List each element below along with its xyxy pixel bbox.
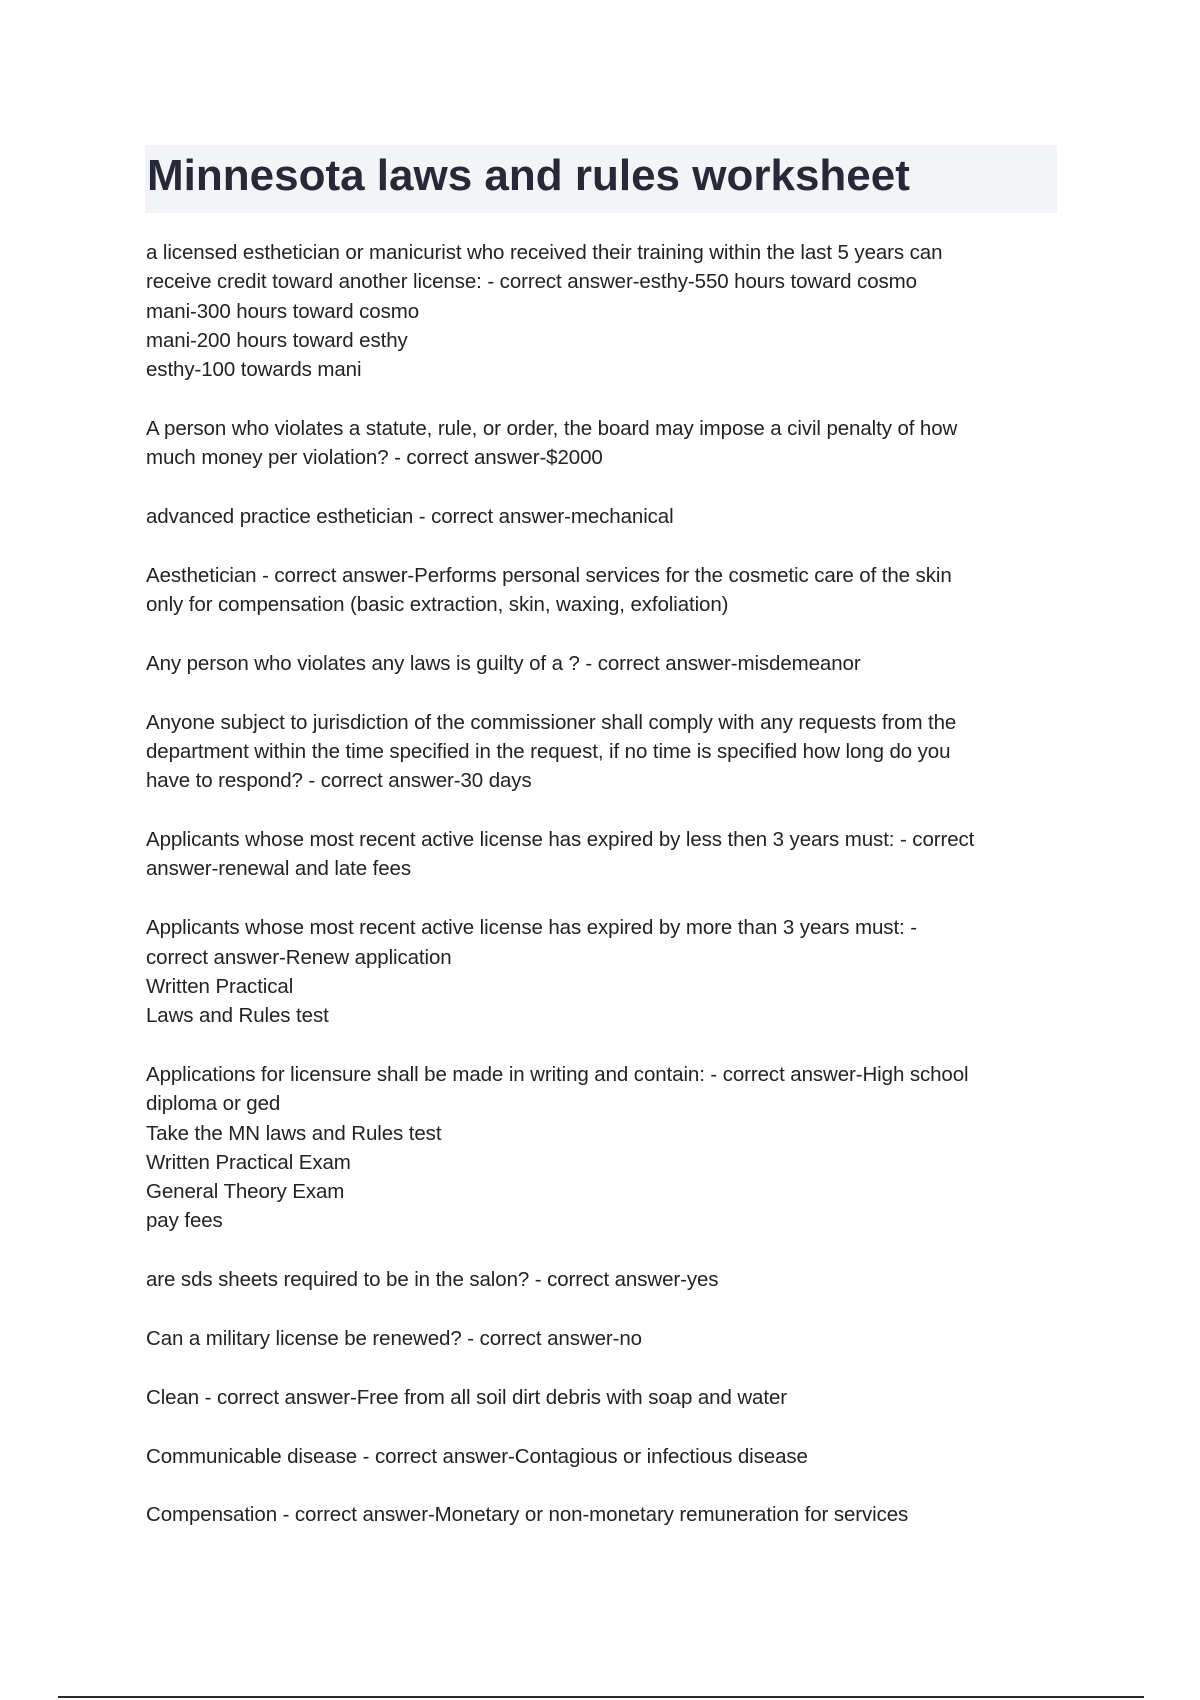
page-footer-rule <box>58 1696 1144 1698</box>
qa-entry: Applicants whose most recent active license has expired by less then 3 years must: - correct answer-renewal and late fees <box>146 828 975 881</box>
page-title: Minnesota laws and rules worksheet <box>147 151 910 200</box>
qa-entry: A person who violates a statute, rule, or order, the board may impose a civil penalty of how much money per violation? - correct answer-$2000 <box>146 416 958 470</box>
qa-entry: Anyone subject to jurisdiction of the commissioner shall comply with any requests from the department within the time specified in the request, if no time is specified how long do you have to respond? - correct answer-30 days <box>146 710 957 793</box>
worksheet-body <box>146 238 1076 1559</box>
qa-entry: Any person who violates any laws is guilty of a ? - correct answer-misdemeanor <box>146 651 861 675</box>
qa-entry: Applicants whose most recent active license has expired by more than 3 years must: - correct answer-Renew application Written Practical Laws and Rules test <box>146 916 917 1028</box>
qa-entry: advanced practice esthetician - correct answer-mechanical <box>146 505 674 529</box>
qa-entry: a licensed esthetician or manicurist who received their training within the last 5 years can receive credit toward another license: - correct answer-esthy-550 hours toward cosmo mani-300 hours toward cosmo mani-200 hours toward esthy esthy-100 towards mani <box>146 241 943 382</box>
qa-entry: Compensation - correct answer-Monetary or non-monetary remuneration for services <box>146 1503 909 1527</box>
qa-entry: Clean - correct answer-Free from all soil dirt debris with soap and water <box>146 1385 787 1409</box>
qa-entry: Applications for licensure shall be made in writing and contain: - correct answer-High school diploma or ged Take the MN laws and Rules test Written Practical Exam General Theory Exam pay fees <box>146 1062 969 1233</box>
title-banner <box>145 145 1057 213</box>
qa-entry: Aesthetician - correct answer-Performs personal services for the cosmetic care of the skin only for compensation (basic extraction, skin, waxing, exfoliation) <box>146 563 952 617</box>
qa-entry: Can a military license be renewed? - correct answer-no <box>146 1327 642 1351</box>
qa-entry: are sds sheets required to be in the salon? - correct answer-yes <box>146 1268 719 1292</box>
qa-entry: Communicable disease - correct answer-Contagious or infectious disease <box>146 1444 808 1468</box>
